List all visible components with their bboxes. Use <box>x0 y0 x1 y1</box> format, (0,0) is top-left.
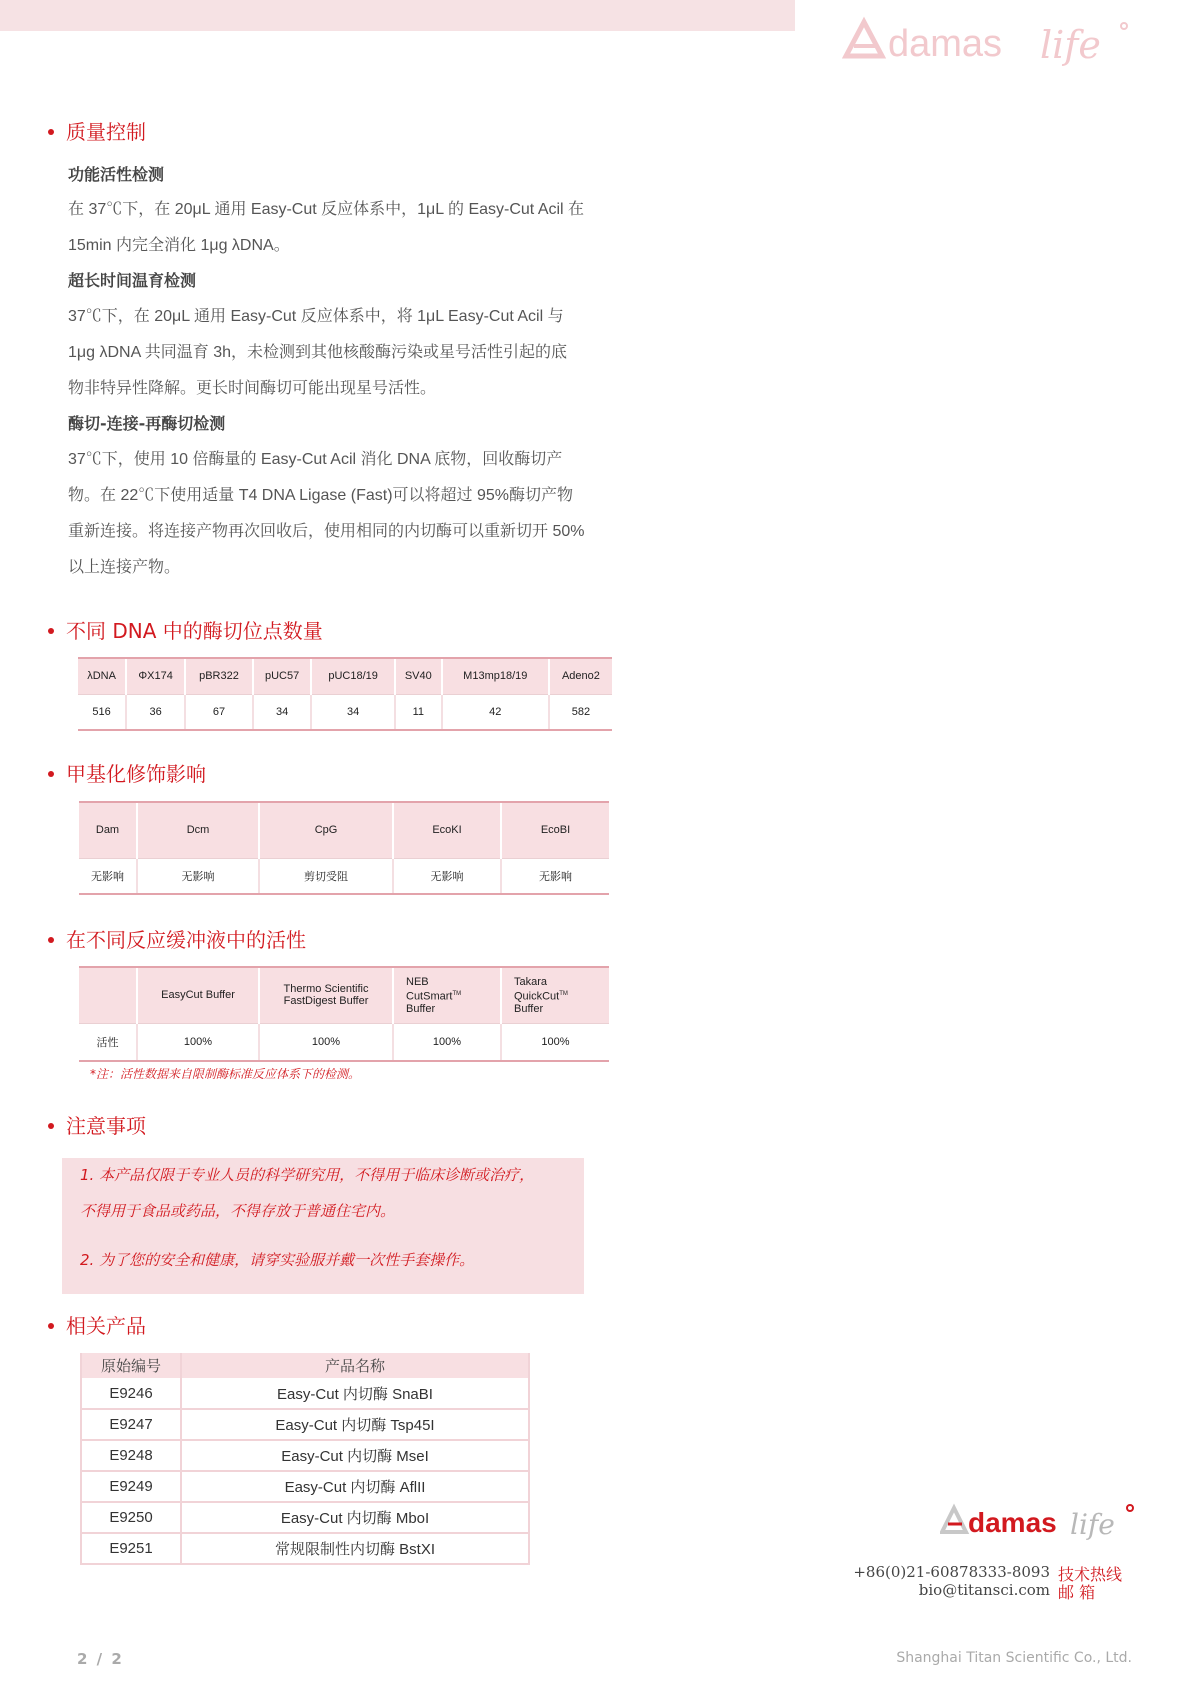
ligation-title: 酶切-连接-再酶切检测 <box>68 414 226 433</box>
sites-header: M13mp18/19 <box>442 658 549 694</box>
bullet-icon <box>48 1123 54 1129</box>
buffer-value: 100% <box>393 1023 501 1061</box>
buffer-note: *注：活性数据来自限制酶标准反应体系下的检测。 <box>90 1067 361 1081</box>
sites-value: 34 <box>311 694 394 730</box>
methylation-value: 无影响 <box>501 858 609 894</box>
buffer-header: NEB CutSmart™ Buffer <box>393 967 501 1023</box>
section-quality-title: 质量控制 <box>48 116 146 145</box>
sites-header: SV40 <box>395 658 442 694</box>
bullet-icon <box>48 771 54 777</box>
related-header-name: 产品名称 <box>181 1353 529 1378</box>
footer-logo-text: damas <box>968 1507 1057 1538</box>
product-code: E9250 <box>81 1502 181 1533</box>
email-label: 邮 箱 <box>1058 1583 1096 1602</box>
bullet-icon <box>48 1323 54 1329</box>
sites-header: pBR322 <box>185 658 253 694</box>
product-name: Easy-Cut 内切酶 MboI <box>181 1502 529 1533</box>
methylation-header: EcoKI <box>393 802 501 858</box>
related-header-code: 原始编号 <box>81 1353 181 1378</box>
product-name: Easy-Cut 内切酶 Tsp45I <box>181 1409 529 1440</box>
sites-value: 67 <box>185 694 253 730</box>
buffer-header: Takara QuickCut™ Buffer <box>501 967 609 1023</box>
email-address[interactable]: bio@titansci.com <box>918 1581 1050 1599</box>
buffer-header-empty <box>79 967 137 1023</box>
sites-value: 36 <box>126 694 185 730</box>
product-code: E9249 <box>81 1471 181 1502</box>
methylation-value: 无影响 <box>137 858 259 894</box>
methylation-value: 无影响 <box>79 858 137 894</box>
logo-script: life <box>1040 23 1101 67</box>
func-line-2: 15min 内完全消化 1μg λDNA。 <box>68 237 290 254</box>
caution-line-3: 2. 为了您的安全和健康，请穿实验服并戴一次性手套操作。 <box>80 1251 475 1269</box>
long-line-3: 物非特异性降解。更长时间酶切可能出现星号活性。 <box>68 380 437 397</box>
sites-value: 582 <box>549 694 612 730</box>
company-name: Shanghai Titan Scientific Co., Ltd. <box>896 1650 1132 1666</box>
sites-table <box>78 657 612 731</box>
product-code: E9247 <box>81 1409 181 1440</box>
buffer-value: 100% <box>137 1023 259 1061</box>
bullet-icon <box>48 937 54 943</box>
buffer-value: 100% <box>259 1023 393 1061</box>
buffer-activity-table <box>79 966 609 1062</box>
top-band <box>0 0 795 31</box>
hotline-label: 技术热线 <box>1058 1565 1123 1584</box>
methylation-value: 剪切受阻 <box>259 858 393 894</box>
bullet-icon <box>48 628 54 634</box>
methylation-header: CpG <box>259 802 393 858</box>
adamas-life-logo <box>842 14 1142 74</box>
ligate-line-2: 物。在 22℃下使用适量 T4 DNA Ligase (Fast)可以将超过 95%酶切产物 <box>68 487 573 504</box>
product-name: Easy-Cut 内切酶 MseI <box>181 1440 529 1471</box>
bullet-icon <box>48 129 54 135</box>
sites-header: Adeno2 <box>549 658 612 694</box>
table-row <box>81 1409 529 1440</box>
adamas-life-logo-footer <box>940 1498 1140 1544</box>
logo-text: damas <box>888 23 1003 65</box>
table-row <box>81 1471 529 1502</box>
sites-header: pUC57 <box>253 658 312 694</box>
section-related-title: 相关产品 <box>48 1310 146 1339</box>
buffer-header: EasyCut Buffer <box>137 967 259 1023</box>
table-row <box>81 1440 529 1471</box>
buffer-row-label: 活性 <box>79 1023 137 1061</box>
product-name: 常规限制性内切酶 BstXI <box>181 1533 529 1564</box>
section-methylation-title: 甲基化修饰影响 <box>48 758 206 787</box>
product-code: E9251 <box>81 1533 181 1564</box>
sites-value: 34 <box>253 694 312 730</box>
caution-line-1: 1. 本产品仅限于专业人员的科学研究用，不得用于临床诊断或治疗， <box>80 1166 535 1184</box>
product-name: Easy-Cut 内切酶 AflII <box>181 1471 529 1502</box>
long-line-2: 1μg λDNA 共同温育 3h，未检测到其他核酸酶污染或星号活性引起的底 <box>68 344 568 361</box>
section-caution-title: 注意事项 <box>48 1110 146 1139</box>
footer-logo-script: life <box>1070 1508 1115 1541</box>
methylation-header: Dam <box>79 802 137 858</box>
long-incubation-title: 超长时间温育检测 <box>68 271 197 290</box>
table-row <box>81 1378 529 1409</box>
sites-header: λDNA <box>78 658 126 694</box>
caution-line-2: 不得用于食品或药品，不得存放于普通住宅内。 <box>80 1202 396 1220</box>
page-number: 2 / 2 <box>77 1650 124 1668</box>
related-products-table <box>80 1353 530 1565</box>
sites-value: 11 <box>395 694 442 730</box>
sites-value: 42 <box>442 694 549 730</box>
func-activity-title: 功能活性检测 <box>68 165 165 184</box>
buffer-header: Thermo Scientific FastDigest Buffer <box>259 967 393 1023</box>
func-line-1: 在 37℃下，在 20μL 通用 Easy-Cut 反应体系中，1μL 的 Easy-Cut Acil 在 <box>68 201 585 218</box>
product-name: Easy-Cut 内切酶 SnaBI <box>181 1378 529 1409</box>
methylation-value: 无影响 <box>393 858 501 894</box>
sites-value: 516 <box>78 694 126 730</box>
section-buffers-title: 在不同反应缓冲液中的活性 <box>48 924 306 953</box>
ligate-line-4: 以上连接产物。 <box>68 559 181 576</box>
product-code: E9246 <box>81 1378 181 1409</box>
methylation-table <box>79 801 609 895</box>
table-row <box>81 1533 529 1564</box>
long-line-1: 37℃下，在 20μL 通用 Easy-Cut 反应体系中，将 1μL Easy-Cut Acil 与 <box>68 308 564 325</box>
table-row <box>81 1502 529 1533</box>
sites-header: pUC18/19 <box>311 658 394 694</box>
ligate-line-3: 重新连接。将连接产物再次回收后，使用相同的内切酶可以重新切开 50% <box>68 523 585 540</box>
methylation-header: Dcm <box>137 802 259 858</box>
section-sites-title: 不同 DNA 中的酶切位点数量 <box>48 615 323 644</box>
product-code: E9248 <box>81 1440 181 1471</box>
hotline-number: +86(0)21-60878333-8093 <box>853 1563 1050 1581</box>
buffer-value: 100% <box>501 1023 609 1061</box>
methylation-header: EcoBI <box>501 802 609 858</box>
sites-header: ΦX174 <box>126 658 185 694</box>
ligate-line-1: 37℃下，使用 10 倍酶量的 Easy-Cut Acil 消化 DNA 底物，回收酶切产 <box>68 451 563 468</box>
